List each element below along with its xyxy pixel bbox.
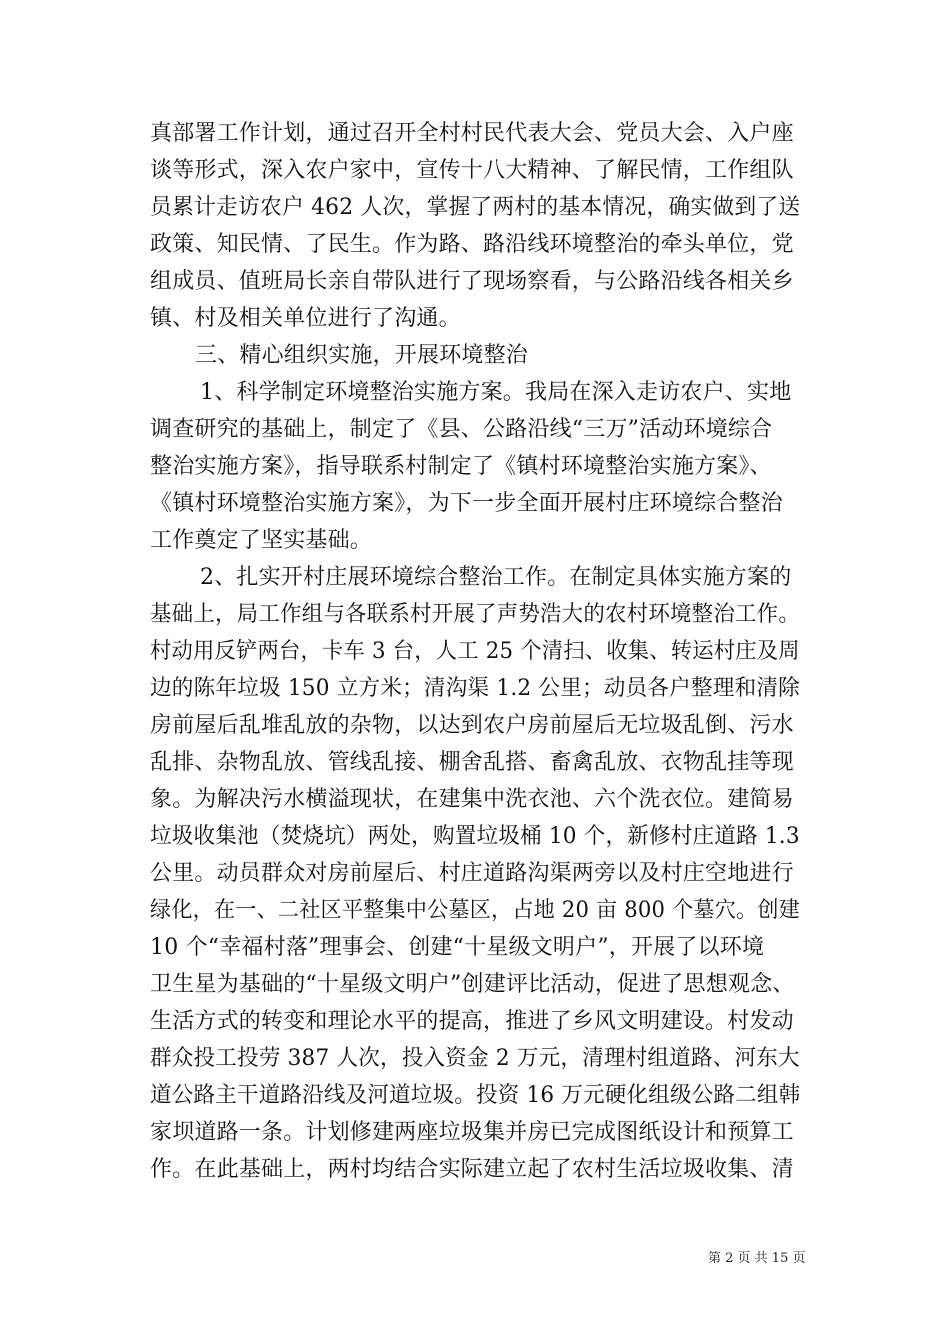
body-text-line: 群众投工投劳 387 人次，投入资金 2 万元，清理村组道路、河东大 — [150, 1046, 800, 1071]
body-text-line: 组成员、值班局长亲自带队进行了现场察看，与公路沿线各相关乡 — [150, 269, 794, 294]
body-text-line: 房前屋后乱堆乱放的杂物，以达到农户房前屋后无垃圾乱倒、污水 — [150, 713, 794, 738]
body-text-line: 基础上，局工作组与各联系村开展了声势浩大的农村环境整治工作。 — [150, 602, 801, 627]
section-heading: 三、精心组织实施，开展环境整治 — [195, 343, 529, 368]
paragraph-first-line: 2、扎实开村庄展环境综合整治工作。在制定具体实施方案的 — [200, 565, 792, 590]
body-text-line: 政策、知民情、了民生。作为路、路沿线环境整治的牵头单位，党 — [150, 232, 794, 257]
body-text-line: 公里。动员群众对房前屋后、村庄道路沟渠两旁以及村庄空地进行 — [150, 861, 794, 886]
body-text-line: 整治实施方案》，指导联系村制定了《镇村环境整治实施方案》、 — [150, 454, 772, 479]
body-text-line: 绿化，在一、二社区平整集中公墓区，占地 20 亩 800 个墓穴。创建 — [150, 898, 800, 923]
page-number-footer: 第 2 页 共 15 页 — [708, 1251, 806, 1266]
body-text-line: 象。为解决污水横溢现状，在建集中洗衣池、六个洗衣位。建简易 — [150, 787, 794, 812]
body-text-line: 工作奠定了坚实基础。 — [150, 528, 373, 553]
body-text-line: 边的陈年垃圾 150 立方米；清沟渠 1.2 公里；动员各户整理和清除 — [150, 676, 800, 701]
body-text-line: 员累计走访农户 462 人次，掌握了两村的基本情况，确实做到了送 — [150, 195, 801, 220]
body-text-line: 《镇村环境整治实施方案》，为下一步全面开展村庄环境综合整治 — [150, 491, 783, 516]
body-text-line: 真部署工作计划，通过召开全村村民代表大会、党员大会、入户座 — [150, 121, 794, 146]
paragraph-first-line: 1、科学制定环境整治实施方案。我局在深入走访农户、实地 — [200, 380, 792, 405]
body-text-line: 卫生星为基础的“十星级文明户”创建评比活动，促进了思想观念、 — [150, 972, 795, 997]
body-text-line: 垃圾收集池（焚烧坑）两处，购置垃圾桶 10 个，新修村庄道路 1.3 — [150, 824, 800, 849]
body-text-line: 10 个“幸福村落”理事会、创建“十星级文明户”，开展了以环境 — [150, 935, 765, 960]
body-text-line: 调查研究的基础上，制定了《县、公路沿线“三万”活动环境综合 — [150, 417, 773, 442]
body-text-line: 谈等形式，深入农户家中，宣传十八大精神、了解民情，工作组队 — [150, 158, 794, 183]
body-text-line: 村动用反铲两台，卡车 3 台，人工 25 个清扫、收集、转运村庄及周 — [150, 639, 800, 664]
body-text-line: 镇、村及相关单位进行了沟通。 — [150, 306, 461, 331]
body-text-line: 家坝道路一条。计划修建两座垃圾集并房已完成图纸设计和预算工 — [150, 1120, 794, 1145]
body-text-line: 道公路主干道路沿线及河道垃圾。投资 16 万元硬化组级公路二组韩 — [150, 1083, 801, 1108]
body-text-line: 乱排、杂物乱放、管线乱接、棚舍乱搭、畜禽乱放、衣物乱挂等现 — [150, 750, 794, 775]
body-text-line: 作。在此基础上，两村均结合实际建立起了农村生活垃圾收集、清 — [150, 1157, 794, 1182]
body-text-line: 生活方式的转变和理论水平的提高，推进了乡风文明建设。村发动 — [150, 1009, 794, 1034]
